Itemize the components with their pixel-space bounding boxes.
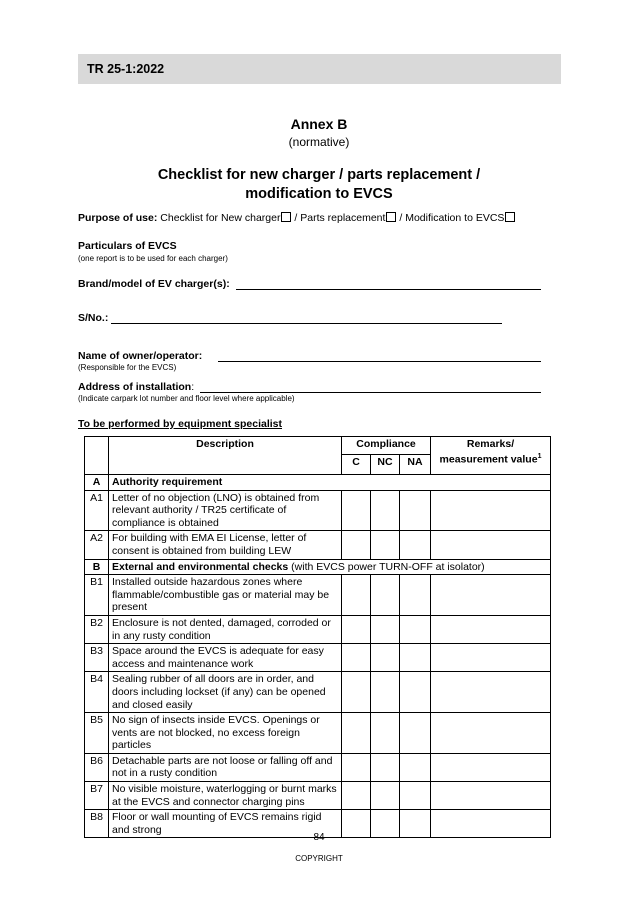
cell-na[interactable]: [400, 672, 431, 713]
table-row: [85, 490, 551, 531]
row-id: B2: [85, 615, 109, 643]
checkbox-modification[interactable]: [505, 212, 515, 222]
header-nc: NC: [371, 455, 400, 475]
row-id: B3: [85, 644, 109, 672]
cell-nc[interactable]: [371, 672, 400, 713]
row-description: Space around the EVCS is adequate for easy access and maintenance work: [109, 644, 342, 672]
row-description: For building with EMA EI License, letter of consent is obtained from building LEW: [109, 531, 342, 559]
checklist-table: [84, 436, 551, 838]
address-field[interactable]: [200, 392, 541, 393]
header-compliance: Compliance: [342, 437, 431, 455]
address-label-text: Address of installation: [78, 381, 192, 393]
annex-title: [0, 116, 638, 132]
section-b-id: B: [85, 559, 109, 575]
cell-na[interactable]: [400, 615, 431, 643]
annex-subtitle: [0, 135, 638, 149]
purpose-label: Purpose of use:: [78, 212, 158, 224]
table-row: [85, 753, 551, 781]
header-c: C: [342, 455, 371, 475]
table-row: [85, 575, 551, 616]
purpose-option-modification: / Modification to EVCS: [396, 212, 505, 224]
section-row-b: [85, 559, 551, 575]
checklist-title-line1: Checklist for new charger / parts replacement /: [157, 167, 481, 183]
cell-remarks[interactable]: [431, 713, 551, 754]
row-id: B1: [85, 575, 109, 616]
section-a-title: Authority requirement: [109, 475, 551, 491]
cell-nc[interactable]: [371, 644, 400, 672]
cell-c[interactable]: [342, 753, 371, 781]
brand-model-field[interactable]: [236, 289, 541, 290]
purpose-option-parts-replacement: / Parts replacement: [291, 212, 386, 224]
cell-c[interactable]: [342, 615, 371, 643]
row-id: A2: [85, 531, 109, 559]
cell-remarks[interactable]: [431, 782, 551, 810]
cell-remarks[interactable]: [431, 490, 551, 531]
table-row: [85, 615, 551, 643]
cell-c[interactable]: [342, 575, 371, 616]
address-colon: :: [191, 381, 195, 393]
row-description: Enclosure is not dented, damaged, corroded or in any rusty condition: [109, 615, 342, 643]
row-id: A1: [85, 490, 109, 531]
row-description: Letter of no objection (LNO) is obtained from relevant authority / TR25 certificate of compliance is obtained: [109, 490, 342, 531]
table-row: [85, 531, 551, 559]
checkbox-parts-replacement[interactable]: [386, 212, 396, 222]
row-description: Floor or wall mounting of EVCS remains rigid and strong: [109, 810, 342, 838]
owner-operator-label: Name of owner/operator:: [78, 350, 203, 362]
cell-c[interactable]: [342, 531, 371, 559]
row-description: Sealing rubber of all doors are in order, and doors including lockset (if any) can be opened and closed easily: [109, 672, 342, 713]
brand-model-label: Brand/model of EV charger(s):: [78, 278, 230, 290]
cell-remarks[interactable]: [431, 753, 551, 781]
cell-remarks[interactable]: [431, 531, 551, 559]
checklist-title: [0, 166, 638, 204]
cell-c[interactable]: [342, 490, 371, 531]
cell-na[interactable]: [400, 490, 431, 531]
table-row: [85, 644, 551, 672]
particulars-note: (one report is to be used for each charger): [78, 254, 228, 263]
document-header-band: [78, 54, 561, 84]
header-remarks-text: Remarks/ measurement value: [439, 438, 538, 466]
cell-na[interactable]: [400, 531, 431, 559]
cell-remarks[interactable]: [431, 615, 551, 643]
purpose-option-new-charger: Checklist for New charger: [157, 212, 281, 224]
cell-remarks[interactable]: [431, 672, 551, 713]
row-description: Detachable parts are not loose or falling off and not in a rusty condition: [109, 753, 342, 781]
header-description: Description: [109, 437, 342, 475]
cell-nc[interactable]: [371, 531, 400, 559]
cell-na[interactable]: [400, 575, 431, 616]
section-b-title-cell: [109, 559, 551, 575]
cell-nc[interactable]: [371, 713, 400, 754]
cell-na[interactable]: [400, 644, 431, 672]
section-b-suffix: (with EVCS power TURN-OFF at isolator): [288, 560, 485, 573]
page-number: 84: [313, 832, 325, 843]
checkbox-new-charger[interactable]: [281, 212, 291, 222]
serial-number-field[interactable]: [111, 323, 502, 324]
cell-c[interactable]: [342, 644, 371, 672]
annex-subtitle-text: (normative): [288, 135, 350, 149]
cell-c[interactable]: [342, 672, 371, 713]
cell-c[interactable]: [342, 713, 371, 754]
row-id: B5: [85, 713, 109, 754]
header-remarks: [431, 437, 551, 475]
purpose-of-use: [78, 212, 515, 224]
table-row: [85, 713, 551, 754]
cell-nc[interactable]: [371, 490, 400, 531]
cell-nc[interactable]: [371, 782, 400, 810]
section-heading: To be performed by equipment specialist: [78, 418, 283, 430]
annex-title-text: Annex B: [290, 116, 348, 132]
particulars-label: Particulars of EVCS: [78, 240, 177, 252]
serial-number-label: S/No.:: [78, 312, 109, 324]
checklist-title-line2: modification to EVCS: [245, 186, 393, 202]
cell-remarks[interactable]: [431, 575, 551, 616]
row-id: B4: [85, 672, 109, 713]
row-id: B6: [85, 753, 109, 781]
cell-nc[interactable]: [371, 615, 400, 643]
cell-na[interactable]: [400, 782, 431, 810]
cell-na[interactable]: [400, 713, 431, 754]
cell-c[interactable]: [342, 782, 371, 810]
address-note: (Indicate carpark lot number and floor level where applicable): [78, 394, 295, 403]
table-row: [85, 782, 551, 810]
cell-na[interactable]: [400, 753, 431, 781]
table-row: [85, 672, 551, 713]
address-label: [78, 381, 194, 393]
header-na: NA: [400, 455, 431, 475]
cell-remarks[interactable]: [431, 644, 551, 672]
section-a-id: A: [85, 475, 109, 491]
row-description: Installed outside hazardous zones where flammable/combustible gas or material may be present: [109, 575, 342, 616]
row-id: B7: [85, 782, 109, 810]
section-row-a: [85, 475, 551, 491]
owner-operator-note: (Responsible for the EVCS): [78, 363, 177, 372]
cell-nc[interactable]: [371, 575, 400, 616]
row-id: B8: [85, 810, 109, 838]
header-id-cell: [85, 437, 109, 475]
cell-nc[interactable]: [371, 753, 400, 781]
table-header-row: [85, 437, 551, 455]
section-b-title: External and environmental checks: [112, 560, 289, 573]
copyright-notice: COPYRIGHT: [295, 854, 343, 863]
header-remarks-footnote: 1: [537, 452, 542, 460]
row-description: No sign of insects inside EVCS. Openings or vents are not blocked, no excess foreign particles: [109, 713, 342, 754]
document-code: TR 25-1:2022: [87, 62, 165, 76]
owner-operator-field[interactable]: [218, 361, 541, 362]
row-description: No visible moisture, waterlogging or burnt marks at the EVCS and connector charging pins: [109, 782, 342, 810]
